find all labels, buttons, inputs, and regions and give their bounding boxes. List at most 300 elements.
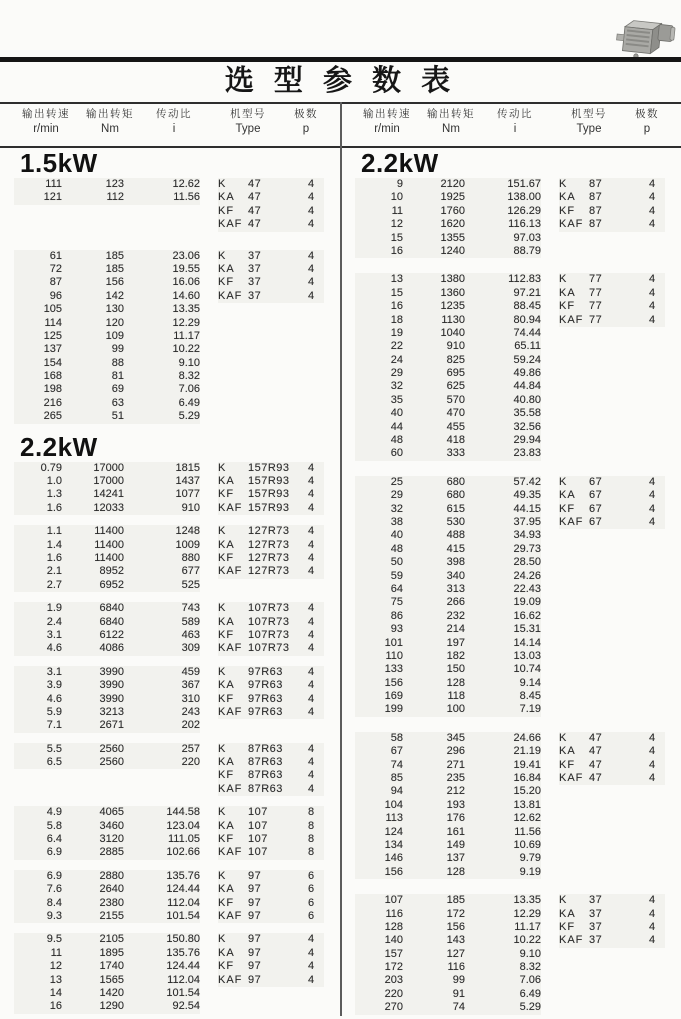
spacer-cell xyxy=(541,407,559,420)
ratio-cell: 29.94 xyxy=(465,434,541,447)
ratio-cell: 88.79 xyxy=(465,245,541,258)
table-row xyxy=(0,897,340,910)
table-row xyxy=(0,947,340,960)
torque-cell: 193 xyxy=(403,799,465,812)
spacer-cell xyxy=(541,650,559,663)
speed-cell: 59 xyxy=(355,570,403,583)
type-model-cell xyxy=(589,785,639,798)
ratio-cell: 5.29 xyxy=(124,410,200,423)
type-model-cell: 37 xyxy=(248,250,298,263)
type-prefix-cell xyxy=(559,663,589,676)
ratio-cell: 12.62 xyxy=(124,178,200,191)
spacer-cell xyxy=(541,948,559,961)
speed-cell: 146 xyxy=(355,852,403,865)
ratio-cell: 102.66 xyxy=(124,846,200,859)
speed-cell: 48 xyxy=(355,434,403,447)
speed-cell: 38 xyxy=(355,516,403,529)
table-row xyxy=(341,367,681,380)
ratio-cell: 49.86 xyxy=(465,367,541,380)
speed-cell: 1.0 xyxy=(14,475,62,488)
type-prefix-cell xyxy=(559,556,589,569)
gear-motor-photo xyxy=(614,13,678,61)
type-model-cell: 97 xyxy=(248,910,298,923)
poles-cell: 4 xyxy=(298,642,324,655)
poles-cell: 4 xyxy=(639,503,665,516)
type-prefix-cell: K xyxy=(218,933,248,946)
table-row xyxy=(341,866,681,879)
speed-cell: 110 xyxy=(355,650,403,663)
type-prefix-cell: KF xyxy=(218,833,248,846)
type-model-cell xyxy=(589,434,639,447)
ratio-cell: 9.10 xyxy=(465,948,541,961)
ratio-cell: 9.79 xyxy=(465,852,541,865)
table-row xyxy=(341,178,681,191)
torque-cell: 128 xyxy=(403,866,465,879)
table-row xyxy=(341,529,681,542)
table-row xyxy=(341,772,681,785)
spacer-cell xyxy=(541,543,559,556)
speed-cell: 12 xyxy=(355,218,403,231)
torque-cell: 4086 xyxy=(62,642,124,655)
spacer-cell xyxy=(541,921,559,934)
spacer-cell xyxy=(200,719,218,732)
ratio-group xyxy=(341,894,681,1015)
ratio-cell: 367 xyxy=(124,679,200,692)
table-row xyxy=(0,933,340,946)
speed-cell: 50 xyxy=(355,556,403,569)
speed-cell: 29 xyxy=(355,367,403,380)
table-row xyxy=(341,610,681,623)
poles-cell: 4 xyxy=(639,745,665,758)
ratio-cell: 8.32 xyxy=(465,961,541,974)
poles-cell: 4 xyxy=(639,300,665,313)
torque-cell: 1925 xyxy=(403,191,465,204)
speed-cell: 203 xyxy=(355,974,403,987)
speed-cell: 1.6 xyxy=(14,552,62,565)
poles-cell: 4 xyxy=(639,516,665,529)
spacer-cell xyxy=(200,462,218,475)
torque-cell: 116 xyxy=(403,961,465,974)
type-prefix-cell: KAF xyxy=(218,783,248,796)
table-row xyxy=(341,273,681,286)
table-row xyxy=(341,407,681,420)
type-prefix-cell: KF xyxy=(218,488,248,501)
type-prefix-cell: KA xyxy=(559,745,589,758)
torque-cell: 1620 xyxy=(403,218,465,231)
table-row xyxy=(0,343,340,356)
ratio-cell: 44.15 xyxy=(465,503,541,516)
spacer-cell xyxy=(200,525,218,538)
torque-cell: 197 xyxy=(403,637,465,650)
torque-cell: 1760 xyxy=(403,205,465,218)
type-model-cell xyxy=(589,610,639,623)
torque-cell: 176 xyxy=(403,812,465,825)
type-prefix-cell: KAF xyxy=(218,706,248,719)
poles-cell: 4 xyxy=(639,205,665,218)
spacer-cell xyxy=(541,826,559,839)
type-model-cell: 37 xyxy=(589,894,639,907)
table-row xyxy=(0,629,340,642)
speed-cell: 5.8 xyxy=(14,820,62,833)
poles-cell: 4 xyxy=(639,178,665,191)
speed-cell: 15 xyxy=(355,287,403,300)
torque-cell: 4065 xyxy=(62,806,124,819)
table-row xyxy=(341,785,681,798)
torque-cell xyxy=(62,218,124,231)
torque-cell: 570 xyxy=(403,394,465,407)
poles-cell xyxy=(639,434,665,447)
torque-cell: 1040 xyxy=(403,327,465,340)
table-row xyxy=(0,783,340,796)
poles-cell xyxy=(639,570,665,583)
speed-cell: 11 xyxy=(14,947,62,960)
speed-cell: 22 xyxy=(355,340,403,353)
torque-cell: 3460 xyxy=(62,820,124,833)
torque-cell: 109 xyxy=(62,330,124,343)
table-row xyxy=(0,642,340,655)
poles-cell: 4 xyxy=(298,191,324,204)
table-column-left xyxy=(0,150,340,1019)
type-model-cell: 97R63 xyxy=(248,679,298,692)
speed-cell: 137 xyxy=(14,343,62,356)
table-row xyxy=(0,602,340,615)
type-model-cell xyxy=(589,245,639,258)
spacer-cell xyxy=(541,556,559,569)
torque-cell: 130 xyxy=(62,303,124,316)
poles-cell: 4 xyxy=(298,629,324,642)
speed-cell: 2.7 xyxy=(14,579,62,592)
table-row xyxy=(341,543,681,556)
poles-cell: 4 xyxy=(298,743,324,756)
ratio-cell: 7.06 xyxy=(465,974,541,987)
type-prefix-cell xyxy=(559,961,589,974)
type-prefix-cell: K xyxy=(218,806,248,819)
table-row xyxy=(0,205,340,218)
table-row xyxy=(0,565,340,578)
spacer-cell xyxy=(541,516,559,529)
ratio-group xyxy=(0,743,340,797)
table-row xyxy=(341,434,681,447)
table-row xyxy=(341,447,681,460)
column-header-p: 极数 p xyxy=(294,108,318,135)
type-model-cell: 157R93 xyxy=(248,488,298,501)
speed-cell: 104 xyxy=(355,799,403,812)
poles-cell: 4 xyxy=(298,933,324,946)
speed-cell: 67 xyxy=(355,745,403,758)
poles-cell xyxy=(639,245,665,258)
table-row xyxy=(341,961,681,974)
type-prefix-cell xyxy=(218,410,248,423)
spacer-cell xyxy=(541,570,559,583)
type-model-cell: 127R73 xyxy=(248,539,298,552)
type-prefix-cell xyxy=(559,677,589,690)
ratio-cell: 21.19 xyxy=(465,745,541,758)
poles-cell xyxy=(639,677,665,690)
table-row xyxy=(0,883,340,896)
poles-cell: 4 xyxy=(639,489,665,502)
speed-cell: 124 xyxy=(355,826,403,839)
poles-cell: 4 xyxy=(298,502,324,515)
poles-cell: 4 xyxy=(298,960,324,973)
table-row xyxy=(0,1000,340,1013)
type-prefix-cell: KAF xyxy=(559,934,589,947)
torque-cell: 12033 xyxy=(62,502,124,515)
poles-cell: 4 xyxy=(639,908,665,921)
type-prefix-cell: K xyxy=(218,743,248,756)
speed-cell: 9 xyxy=(355,178,403,191)
type-model-cell: 67 xyxy=(589,476,639,489)
speed-cell: 93 xyxy=(355,623,403,636)
type-prefix-cell: K xyxy=(559,732,589,745)
table-row xyxy=(341,745,681,758)
type-model-cell xyxy=(589,852,639,865)
type-prefix-cell xyxy=(559,340,589,353)
speed-cell: 169 xyxy=(355,690,403,703)
type-model-cell xyxy=(589,556,639,569)
type-model-cell: 107R73 xyxy=(248,629,298,642)
torque-cell: 172 xyxy=(403,908,465,921)
type-prefix-cell: KA xyxy=(559,191,589,204)
poles-cell xyxy=(298,579,324,592)
type-prefix-cell: KF xyxy=(218,693,248,706)
spacer-cell xyxy=(200,357,218,370)
speed-cell: 72 xyxy=(14,263,62,276)
spacer-cell xyxy=(200,205,218,218)
column-header-p: 极数 p xyxy=(635,108,659,135)
torque-cell: 2120 xyxy=(403,178,465,191)
type-model-cell xyxy=(589,596,639,609)
torque-cell: 680 xyxy=(403,489,465,502)
ratio-cell: 35.58 xyxy=(465,407,541,420)
torque-cell: 1235 xyxy=(403,300,465,313)
table-row xyxy=(341,556,681,569)
table-row xyxy=(341,908,681,921)
type-model-cell: 37 xyxy=(248,276,298,289)
torque-cell: 128 xyxy=(403,677,465,690)
column-headers-right xyxy=(341,105,681,145)
speed-cell: 4.6 xyxy=(14,642,62,655)
speed-cell: 6.5 xyxy=(14,756,62,769)
table-row xyxy=(0,462,340,475)
spacer-cell xyxy=(200,330,218,343)
speed-cell xyxy=(14,783,62,796)
spacer-cell xyxy=(541,908,559,921)
poles-cell xyxy=(639,583,665,596)
type-prefix-cell xyxy=(218,303,248,316)
torque-cell: 156 xyxy=(403,921,465,934)
type-model-cell xyxy=(589,637,639,650)
spacer-cell xyxy=(200,783,218,796)
torque-cell: 91 xyxy=(403,988,465,1001)
spacer-cell xyxy=(541,596,559,609)
type-model-cell: 87R63 xyxy=(248,769,298,782)
ratio-cell: 19.41 xyxy=(465,759,541,772)
type-prefix-cell: KAF xyxy=(218,974,248,987)
type-prefix-cell: KA xyxy=(218,820,248,833)
table-row xyxy=(341,637,681,650)
type-model-cell: 77 xyxy=(589,287,639,300)
speed-cell: 94 xyxy=(355,785,403,798)
torque-cell: 1380 xyxy=(403,273,465,286)
speed-cell: 113 xyxy=(355,812,403,825)
type-prefix-cell xyxy=(218,579,248,592)
ratio-group xyxy=(341,476,681,717)
ratio-cell: 1248 xyxy=(124,525,200,538)
torque-cell: 340 xyxy=(403,570,465,583)
table-row xyxy=(0,974,340,987)
speed-cell: 134 xyxy=(355,839,403,852)
type-model-cell: 67 xyxy=(589,516,639,529)
poles-cell xyxy=(298,330,324,343)
spacer-cell xyxy=(541,732,559,745)
ratio-cell: 14.60 xyxy=(124,290,200,303)
ratio-cell: 14.14 xyxy=(465,637,541,650)
torque-cell: 415 xyxy=(403,543,465,556)
spacer-cell xyxy=(200,846,218,859)
speed-cell: 1.9 xyxy=(14,602,62,615)
torque-cell: 1240 xyxy=(403,245,465,258)
spacer-cell xyxy=(541,273,559,286)
spacer-cell xyxy=(541,663,559,676)
speed-cell: 154 xyxy=(14,357,62,370)
table-row xyxy=(341,380,681,393)
speed-cell: 3.9 xyxy=(14,679,62,692)
table-row xyxy=(341,677,681,690)
torque-cell: 123 xyxy=(62,178,124,191)
ratio-cell: 144.58 xyxy=(124,806,200,819)
ratio-cell: 310 xyxy=(124,693,200,706)
speed-cell: 168 xyxy=(14,370,62,383)
spacer-cell xyxy=(541,785,559,798)
torque-cell: 185 xyxy=(403,894,465,907)
ratio-group xyxy=(0,525,340,592)
poles-cell: 4 xyxy=(639,759,665,772)
type-prefix-cell: KAF xyxy=(218,218,248,231)
torque-cell: 615 xyxy=(403,503,465,516)
type-model-cell xyxy=(248,1000,298,1013)
torque-cell: 2640 xyxy=(62,883,124,896)
ratio-cell: 309 xyxy=(124,642,200,655)
ratio-group xyxy=(0,933,340,1013)
torque-cell: 2880 xyxy=(62,870,124,883)
type-prefix-cell: KA xyxy=(218,191,248,204)
ratio-cell: 49.35 xyxy=(465,489,541,502)
table-row xyxy=(0,769,340,782)
type-prefix-cell: KF xyxy=(218,205,248,218)
spacer-cell xyxy=(541,690,559,703)
table-row xyxy=(0,539,340,552)
ratio-cell: 463 xyxy=(124,629,200,642)
speed-cell: 40 xyxy=(355,407,403,420)
type-prefix-cell: KF xyxy=(218,769,248,782)
type-model-cell: 107R73 xyxy=(248,602,298,615)
poles-cell: 4 xyxy=(298,602,324,615)
table-row xyxy=(0,579,340,592)
ratio-cell: 151.67 xyxy=(465,178,541,191)
speed-cell: 6.4 xyxy=(14,833,62,846)
table-row xyxy=(0,250,340,263)
spacer-cell xyxy=(200,693,218,706)
table-row xyxy=(341,503,681,516)
ratio-cell: 124.44 xyxy=(124,883,200,896)
poles-cell xyxy=(298,383,324,396)
type-prefix-cell: KF xyxy=(559,503,589,516)
speed-cell: 7.1 xyxy=(14,719,62,732)
speed-cell: 13 xyxy=(355,273,403,286)
speed-cell: 8.4 xyxy=(14,897,62,910)
spacer-cell xyxy=(200,250,218,263)
ratio-cell: 7.19 xyxy=(465,703,541,716)
torque-cell: 2105 xyxy=(62,933,124,946)
column-header-i: 传动比 i xyxy=(497,108,533,135)
torque-cell: 142 xyxy=(62,290,124,303)
spacer-cell xyxy=(200,191,218,204)
speed-cell: 5.5 xyxy=(14,743,62,756)
type-prefix-cell: KA xyxy=(559,287,589,300)
torque-cell xyxy=(62,769,124,782)
spacer-cell xyxy=(200,276,218,289)
type-model-cell: 77 xyxy=(589,300,639,313)
table-row xyxy=(0,475,340,488)
table-row xyxy=(0,488,340,501)
type-model-cell xyxy=(589,974,639,987)
ratio-cell: 101.54 xyxy=(124,910,200,923)
ratio-cell: 37.95 xyxy=(465,516,541,529)
spacer-cell xyxy=(541,799,559,812)
type-model-cell: 47 xyxy=(589,759,639,772)
torque-cell: 120 xyxy=(62,317,124,330)
type-prefix-cell: KA xyxy=(559,489,589,502)
ratio-cell: 135.76 xyxy=(124,947,200,960)
spacer-cell xyxy=(200,933,218,946)
type-prefix-cell xyxy=(559,447,589,460)
table-row xyxy=(0,303,340,316)
speed-cell xyxy=(14,769,62,782)
table-row xyxy=(0,806,340,819)
type-model-cell: 157R93 xyxy=(248,462,298,475)
type-model-cell: 97 xyxy=(248,933,298,946)
poles-cell: 4 xyxy=(298,769,324,782)
type-model-cell: 47 xyxy=(248,218,298,231)
type-model-cell: 97 xyxy=(248,974,298,987)
type-prefix-cell xyxy=(559,367,589,380)
spacer-cell xyxy=(200,263,218,276)
type-prefix-cell xyxy=(218,370,248,383)
speed-cell: 133 xyxy=(355,663,403,676)
spacer-cell xyxy=(200,343,218,356)
ratio-group xyxy=(0,870,340,924)
spacer-cell xyxy=(200,303,218,316)
type-model-cell: 87 xyxy=(589,218,639,231)
table-row xyxy=(0,191,340,204)
spacer-cell xyxy=(541,623,559,636)
speed-cell: 85 xyxy=(355,772,403,785)
type-prefix-cell xyxy=(559,245,589,258)
poles-cell: 4 xyxy=(639,772,665,785)
poles-cell xyxy=(639,866,665,879)
type-model-cell xyxy=(589,866,639,879)
poles-cell xyxy=(639,1001,665,1014)
torque-cell: 1420 xyxy=(62,987,124,1000)
poles-cell: 4 xyxy=(298,783,324,796)
ratio-cell: 202 xyxy=(124,719,200,732)
spacer-cell xyxy=(200,820,218,833)
spacer-cell xyxy=(200,370,218,383)
ratio-cell: 19.55 xyxy=(124,263,200,276)
poles-cell xyxy=(298,370,324,383)
column-header-type: 机型号 Type xyxy=(571,108,607,135)
power-section-heading: 2.2kW xyxy=(20,431,98,462)
